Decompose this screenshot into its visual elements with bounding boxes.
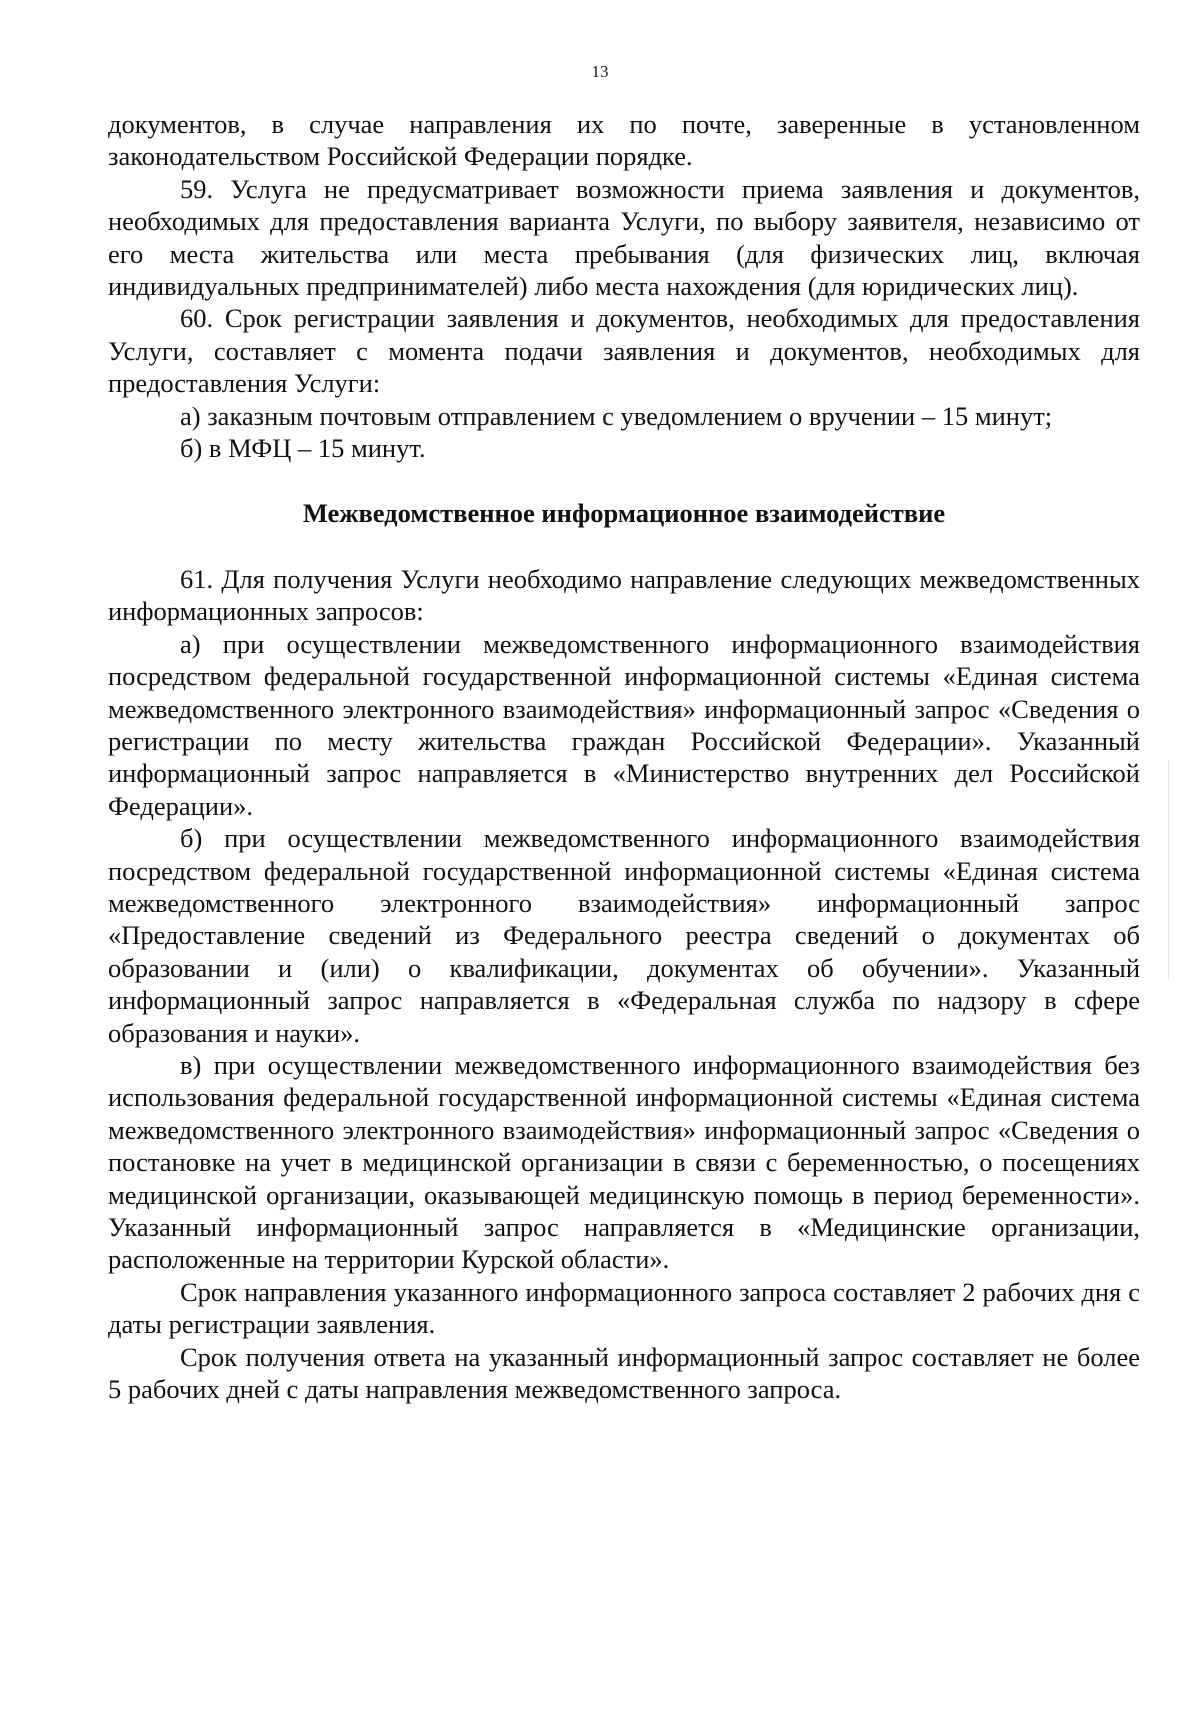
scan-edge-line bbox=[1168, 760, 1169, 980]
paragraph-60-item-a: а) заказным почтовым отправлением с уведомлением о вручении – 15 минут; bbox=[180, 400, 1053, 431]
page-number: 13 bbox=[591, 62, 609, 81]
section-heading: Межведомственное информационное взаимодействие bbox=[302, 498, 946, 529]
document-body bbox=[108, 108, 1140, 1405]
paragraph-request-term: Срок направления указанного информационного запроса составляет 2 рабочих дня с даты регистрации заявления. bbox=[108, 1276, 1140, 1340]
paragraph-61-item-b: б) при осуществлении межведомственного информационного взаимодействия посредством федеральной государственной информационной системы «Единая система межведомственного электронного взаимодействия» информационный запрос «Предоставление сведений из Федерального реестра сведений о документах об образовании и (или) о квалификации, документах об обучении». Указанный информационный запрос направляется в «Федеральная служба по надзору в сфере образования и науки». bbox=[108, 823, 1140, 1048]
paragraph-61-item-c: в) при осуществлении межведомственного информационного взаимодействия без использования федеральной государственной информационной системы «Единая система межведомственного электронного взаимодействия» информационный запрос «Сведения о постановке на учет в медицинской организации в связи с беременностью, о посещениях медицинской организации, оказывающей медицинскую помощь в период беременности». Указанный информационный запрос направляется в «Медицинские организации, расположенные на территории Курской области». bbox=[108, 1049, 1140, 1275]
paragraph-response-term: Срок получения ответа на указанный информационный запрос составляет не более 5 рабочих дней с даты направления межведомственного запроса. bbox=[108, 1341, 1140, 1405]
paragraph-60-item-b: б) в МФЦ – 15 минут. bbox=[180, 433, 426, 464]
paragraph-60: 60. Срок регистрации заявления и документов, необходимых для предоставления Услуги, составляет с момента подачи заявления и документов, необходимых для предоставления Услуги: bbox=[108, 303, 1140, 399]
paragraph-continuation: документов, в случае направления их по почте, заверенные в установленном законодательством Российской Федерации порядке. bbox=[108, 109, 1140, 172]
paragraph-59: 59. Услуга не предусматривает возможности приема заявления и документов, необходимых для предоставления варианта Услуги, по выбору заявителя, независимо от его места жительства или места пребывания (для физических лиц, включая индивидуальных предпринимателей) либо места нахождения (для юридических лиц). bbox=[108, 173, 1140, 302]
paragraph-61-item-a: а) при осуществлении межведомственного информационного взаимодействия посредством федеральной государственной информационной системы «Единая система межведомственного электронного взаимодействия» информационный запрос «Сведения о регистрации по месту жительства граждан Российской Федерации». Указанный информационный запрос направляется в «Министерство внутренних дел Российской Федерации». bbox=[108, 628, 1140, 821]
paragraph-61: 61. Для получения Услуги необходимо направление следующих межведомственных информационных запросов: bbox=[108, 563, 1140, 627]
